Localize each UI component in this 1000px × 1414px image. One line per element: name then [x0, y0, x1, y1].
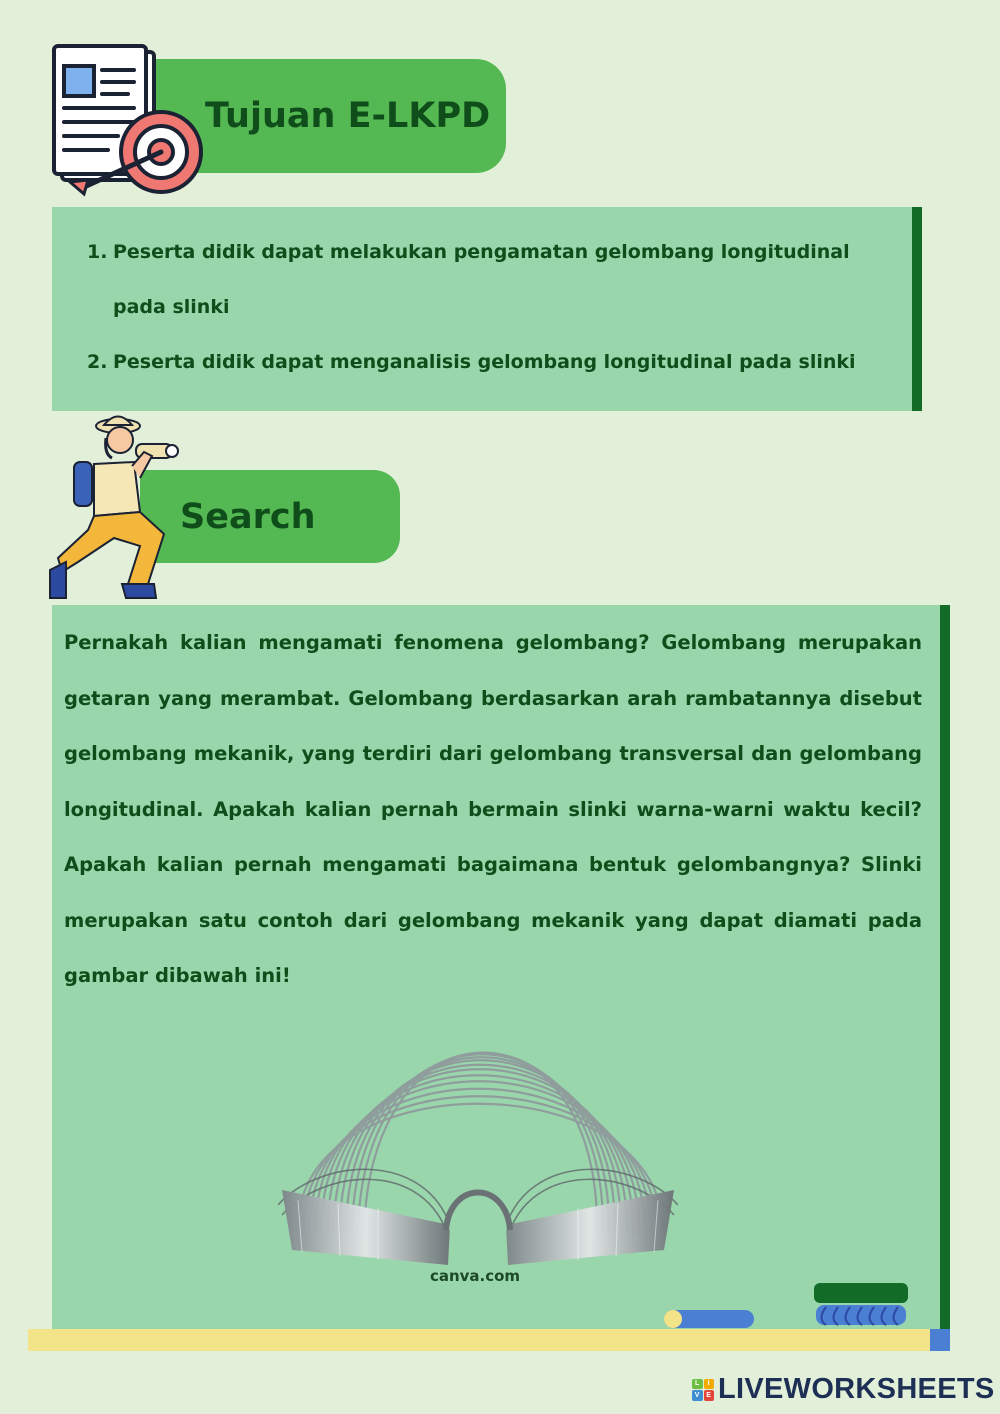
explorer-binoculars-icon	[44, 412, 184, 604]
liveworksheets-logo-icon: L I V E	[692, 1379, 714, 1401]
search-title: Search	[180, 496, 316, 537]
document-target-icon	[48, 42, 208, 202]
goal-item: 2. Peserta didik dapat menganalisis gelombang longitudinal pada slinki	[87, 335, 887, 390]
goal-text: Peserta didik dapat melakukan pengamatan gelombang longitudinal pada slinki	[113, 241, 850, 318]
goals-card	[52, 207, 922, 411]
pill-decoration-dot	[664, 1310, 682, 1328]
brand-name: LIVEWORKSHEETS	[718, 1373, 995, 1405]
bottom-yellow-bar	[28, 1329, 930, 1351]
search-paragraph: Pernakah kalian mengamati fenomena gelombang? Gelombang merupakan getaran yang merambat. Gelombang berdasarkan arah rambatannya disebut gelombang mekanik, yang terdiri dari gelombang transversal dan gelombang longitudinal. Apakah kalian pernah bermain slinki warna-warni waktu kecil? Apakah kalian pernah mengamati bagaimana bentuk gelombangnya? Slinki merupakan satu contoh dari gelombang mekanik yang dapat diamati pada gambar dibawah ini!	[64, 631, 922, 987]
slinky-toy-icon	[812, 1281, 912, 1329]
bottom-blue-bar	[930, 1329, 950, 1351]
goal-text: Peserta didik dapat menganalisis gelombang longitudinal pada slinki	[113, 351, 856, 373]
goal-item: 1. Peserta didik dapat melakukan pengamatan gelombang longitudinal pada slinki	[87, 225, 887, 335]
liveworksheets-brand[interactable]	[692, 1373, 995, 1406]
goals-list	[87, 225, 887, 390]
goals-title: Tujuan E-LKPD	[205, 96, 491, 136]
slinky-image	[278, 990, 678, 1270]
search-card	[52, 605, 950, 1330]
image-credit: canva.com	[429, 1267, 521, 1285]
